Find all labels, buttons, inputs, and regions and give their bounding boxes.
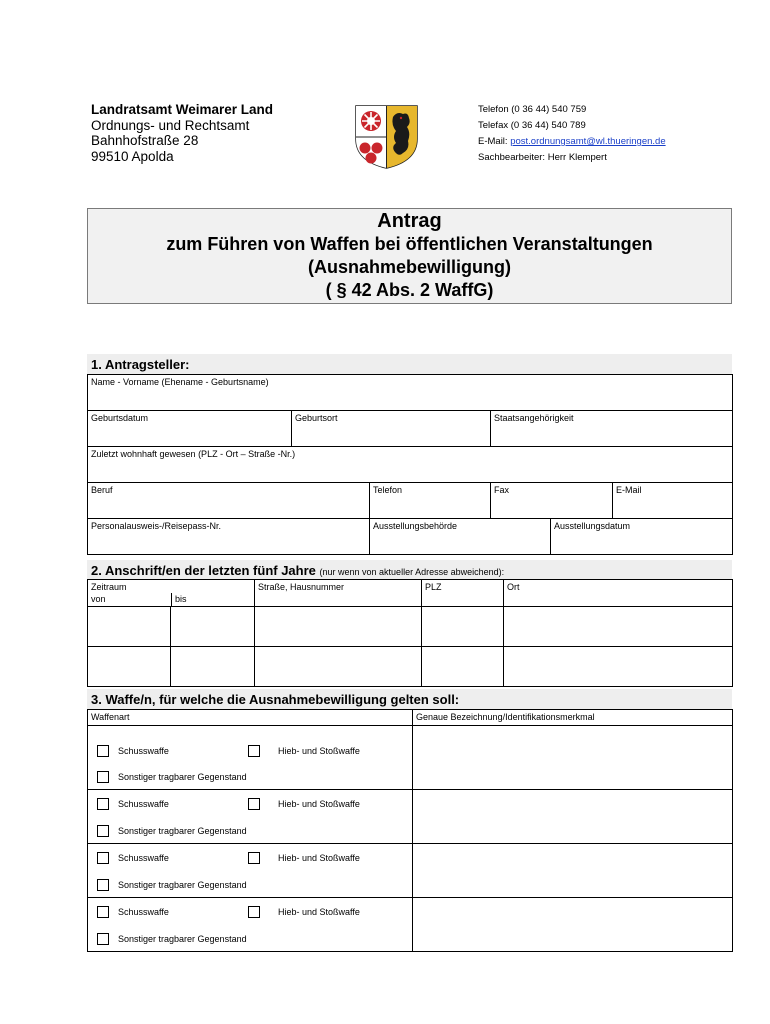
- other-object-checkbox[interactable]: [97, 933, 109, 945]
- firearm-checkbox[interactable]: [97, 906, 109, 918]
- section-2-note: (nur wenn von aktueller Adresse abweichend):: [319, 567, 505, 577]
- firearm-checkbox[interactable]: [97, 852, 109, 864]
- other-object-checkbox[interactable]: [97, 825, 109, 837]
- field-email[interactable]: [613, 483, 733, 519]
- weapon-desc-cell[interactable]: [413, 726, 733, 790]
- street-header: [255, 580, 422, 607]
- blade-weapon-label: Hieb- und Stoßwaffe: [278, 799, 360, 809]
- firearm-label: Schusswaffe: [118, 746, 169, 756]
- weapon-2-firearm-option[interactable]: [97, 798, 169, 810]
- field-occupation-label: Beruf: [91, 485, 113, 495]
- other-object-label: Sonstiger tragbarer Gegenstand: [118, 826, 247, 836]
- field-phone[interactable]: [370, 483, 491, 519]
- office-name: Landratsamt Weimarer Land: [91, 102, 274, 117]
- field-phone-label: Telefon: [373, 485, 403, 495]
- weapon-desc-cell[interactable]: [413, 898, 733, 952]
- period-header: [88, 580, 255, 607]
- zip-header: [422, 580, 504, 607]
- form-legal-reference: ( § 42 Abs. 2 WaffG): [325, 280, 494, 300]
- period-to-label: bis: [171, 593, 254, 606]
- form-title-box: [87, 208, 732, 304]
- field-issue-date-label: Ausstellungsdatum: [554, 521, 631, 531]
- weapon-1-other-option[interactable]: [97, 771, 247, 783]
- blade-weapon-label: Hieb- und Stoßwaffe: [278, 907, 360, 917]
- field-nationality-label: Staatsangehörigkeit: [494, 413, 574, 423]
- address-street-cell[interactable]: [255, 607, 422, 647]
- section-2-heading: [87, 560, 732, 580]
- field-occupation[interactable]: [88, 483, 370, 519]
- weapon-type-header-label: Waffenart: [91, 712, 130, 722]
- other-object-checkbox[interactable]: [97, 879, 109, 891]
- firearm-label: Schusswaffe: [118, 799, 169, 809]
- firearm-label: Schusswaffe: [118, 907, 169, 917]
- firearm-label: Schusswaffe: [118, 853, 169, 863]
- field-id-number[interactable]: [88, 519, 370, 555]
- previous-addresses-table: [87, 579, 733, 687]
- address-from-cell[interactable]: [88, 647, 171, 687]
- address-city-cell[interactable]: [504, 607, 733, 647]
- weapon-desc-header: [413, 710, 733, 726]
- zip-header-label: PLZ: [425, 582, 442, 592]
- other-object-label: Sonstiger tragbarer Gegenstand: [118, 934, 247, 944]
- weapon-2-blade-option[interactable]: [248, 798, 360, 810]
- office-city: 99510 Apolda: [91, 148, 174, 164]
- address-to-cell[interactable]: [171, 647, 255, 687]
- field-issue-date[interactable]: [551, 519, 733, 555]
- street-header-label: Straße, Hausnummer: [258, 582, 345, 592]
- form-title: Antrag: [377, 210, 442, 232]
- address-zip-cell[interactable]: [422, 647, 504, 687]
- weapon-4-blade-option[interactable]: [248, 906, 360, 918]
- blade-weapon-checkbox[interactable]: [248, 852, 260, 864]
- section-1-title: 1. Antragsteller:: [91, 357, 190, 372]
- weapon-3-other-option[interactable]: [97, 879, 247, 891]
- field-issuing-authority-label: Ausstellungsbehörde: [373, 521, 458, 531]
- weapon-3-firearm-option[interactable]: [97, 852, 169, 864]
- field-birthdate[interactable]: [88, 411, 292, 447]
- section-1-heading: [87, 354, 732, 374]
- firearm-checkbox[interactable]: [97, 798, 109, 810]
- weapon-3-blade-option[interactable]: [248, 852, 360, 864]
- other-object-label: Sonstiger tragbarer Gegenstand: [118, 880, 247, 890]
- field-issuing-authority[interactable]: [370, 519, 551, 555]
- weapon-1-blade-option[interactable]: [248, 745, 360, 757]
- office-fax: Telefax (0 36 44) 540 789: [478, 120, 586, 131]
- blade-weapon-checkbox[interactable]: [248, 906, 260, 918]
- email-link[interactable]: post.ordnungsamt@wl.thueringen.de: [510, 136, 666, 147]
- address-city-cell[interactable]: [504, 647, 733, 687]
- form-subtitle-permit: (Ausnahmebewilligung): [307, 257, 511, 277]
- weapon-2-other-option[interactable]: [97, 825, 247, 837]
- weapon-4-firearm-option[interactable]: [97, 906, 169, 918]
- firearm-checkbox[interactable]: [97, 745, 109, 757]
- blade-weapon-label: Hieb- und Stoßwaffe: [278, 746, 360, 756]
- address-row: [88, 647, 733, 687]
- other-object-checkbox[interactable]: [97, 771, 109, 783]
- office-clerk: Sachbearbeiter: Herr Klempert: [478, 152, 607, 163]
- office-phone: Telefon (0 36 44) 540 759: [478, 104, 587, 115]
- city-header-label: Ort: [507, 582, 520, 592]
- city-header: [504, 580, 733, 607]
- address-zip-cell[interactable]: [422, 607, 504, 647]
- office-department: Ordnungs- und Rechtsamt: [91, 117, 250, 133]
- office-street: Bahnhofstraße 28: [91, 133, 199, 148]
- field-fax-label: Fax: [494, 485, 510, 495]
- field-last-address[interactable]: [88, 447, 733, 483]
- email-label: E-Mail:: [478, 136, 511, 147]
- address-row: [88, 607, 733, 647]
- weapon-1-firearm-option[interactable]: [97, 745, 169, 757]
- blade-weapon-checkbox[interactable]: [248, 745, 260, 757]
- address-from-cell[interactable]: [88, 607, 171, 647]
- address-street-cell[interactable]: [255, 647, 422, 687]
- period-from-label: von: [91, 594, 106, 604]
- field-birthdate-label: Geburtsdatum: [91, 413, 149, 423]
- form-subtitle: zum Führen von Waffen bei öffentlichen Veranstaltungen: [166, 234, 653, 254]
- section-3-title: 3. Waffe/n, für welche die Ausnahmebewilligung gelten soll:: [91, 692, 460, 707]
- applicant-table: [87, 374, 733, 555]
- field-last-address-label: Zuletzt wohnhaft gewesen (PLZ - Ort – Straße -Nr.): [91, 449, 296, 459]
- office-contact: [478, 102, 666, 166]
- weapon-desc-cell[interactable]: [413, 790, 733, 844]
- address-to-cell[interactable]: [171, 607, 255, 647]
- field-name-label: Name - Vorname (Ehename - Geburtsname): [91, 377, 269, 387]
- section-3-heading: [87, 689, 732, 709]
- field-id-number-label: Personalausweis-/Reisepass-Nr.: [91, 521, 222, 531]
- section-2-title: 2. Anschrift/en der letzten fünf Jahre: [91, 563, 320, 578]
- coat-of-arms-icon: [353, 103, 420, 170]
- weapon-desc-cell[interactable]: [413, 844, 733, 898]
- field-birthplace[interactable]: [292, 411, 491, 447]
- field-fax[interactable]: [491, 483, 613, 519]
- blade-weapon-checkbox[interactable]: [248, 798, 260, 810]
- office-email-line: [478, 134, 666, 150]
- field-birthplace-label: Geburtsort: [295, 413, 338, 423]
- field-nationality[interactable]: [491, 411, 733, 447]
- period-label: Zeitraum: [91, 582, 127, 592]
- blade-weapon-label: Hieb- und Stoßwaffe: [278, 853, 360, 863]
- weapon-type-header: [88, 710, 413, 726]
- office-address: [91, 102, 273, 164]
- field-email-label: E-Mail: [616, 485, 642, 495]
- weapon-desc-header-label: Genaue Bezeichnung/Identifikationsmerkmal: [416, 712, 595, 722]
- other-object-label: Sonstiger tragbarer Gegenstand: [118, 772, 247, 782]
- field-name[interactable]: [88, 375, 733, 411]
- weapon-4-other-option[interactable]: [97, 933, 247, 945]
